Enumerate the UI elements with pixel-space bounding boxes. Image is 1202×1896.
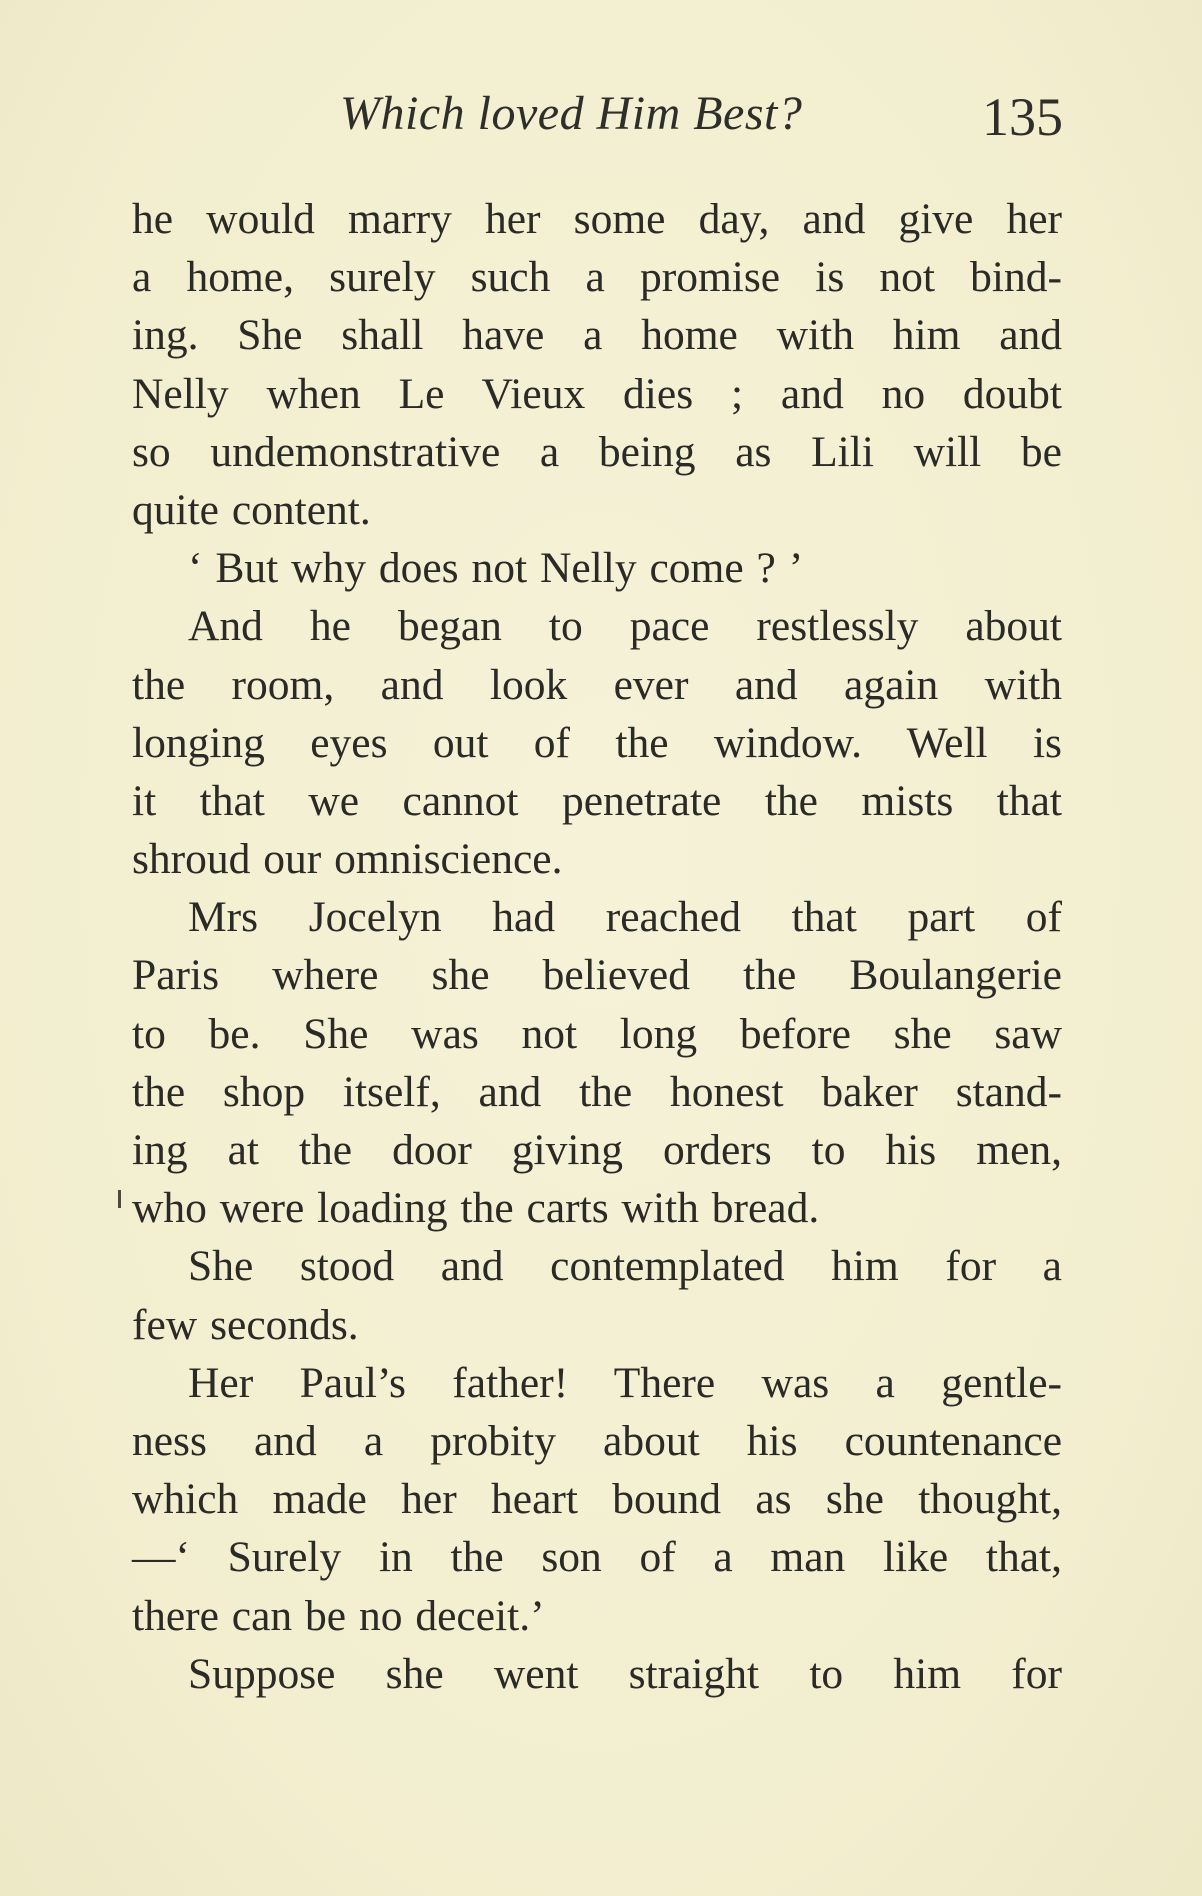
text-line: Nelly when Le Vieux dies ; and no doubt xyxy=(132,369,1062,418)
text-line: who were loading the carts with bread. xyxy=(132,1184,820,1233)
text-line: Her Paul’s father! There was a gentle- xyxy=(188,1358,1062,1407)
text-line: Mrs Jocelyn had reached that part of xyxy=(188,893,1062,942)
text-line: ‘ But why does not Nelly come ? ’ xyxy=(188,544,804,593)
text-line: there can be no deceit.’ xyxy=(132,1591,545,1640)
text-line: few seconds. xyxy=(132,1300,359,1349)
text-line: She stood and contemplated him for a xyxy=(188,1242,1062,1291)
text-line: longing eyes out of the window. Well is xyxy=(132,718,1062,767)
text-line: shroud our omniscience. xyxy=(132,835,563,884)
text-line: the shop itself, and the honest baker stand- xyxy=(132,1067,1062,1116)
text-line: it that we cannot penetrate the mists that xyxy=(132,776,1062,825)
text-line: quite content. xyxy=(132,485,371,534)
margin-mark xyxy=(118,1190,121,1208)
text-line: which made her heart bound as she thought, xyxy=(132,1475,1062,1524)
text-line: so undemonstrative a being as Lili will be xyxy=(132,427,1062,476)
page-number: 135 xyxy=(982,87,1063,147)
text-line: —‘ Surely in the son of a man like that, xyxy=(132,1533,1062,1582)
text-line: ness and a probity about his countenance xyxy=(132,1416,1062,1465)
text-line: ing. She shall have a home with him and xyxy=(132,311,1062,360)
text-line: Paris where she believed the Boulangerie xyxy=(132,951,1062,1000)
text-line: Suppose she went straight to him for xyxy=(188,1649,1062,1698)
text-line: to be. She was not long before she saw xyxy=(132,1009,1062,1058)
text-line: And he began to pace restlessly about xyxy=(188,602,1062,651)
running-head-title: Which loved Him Best? xyxy=(340,87,803,140)
text-line: ing at the door giving orders to his men, xyxy=(132,1126,1062,1174)
text-line: a home, surely such a promise is not bind- xyxy=(132,253,1062,302)
text-line: the room, and look ever and again with xyxy=(132,660,1062,709)
text-line: he would marry her some day, and give her xyxy=(132,195,1062,243)
body-text xyxy=(132,190,1062,1703)
